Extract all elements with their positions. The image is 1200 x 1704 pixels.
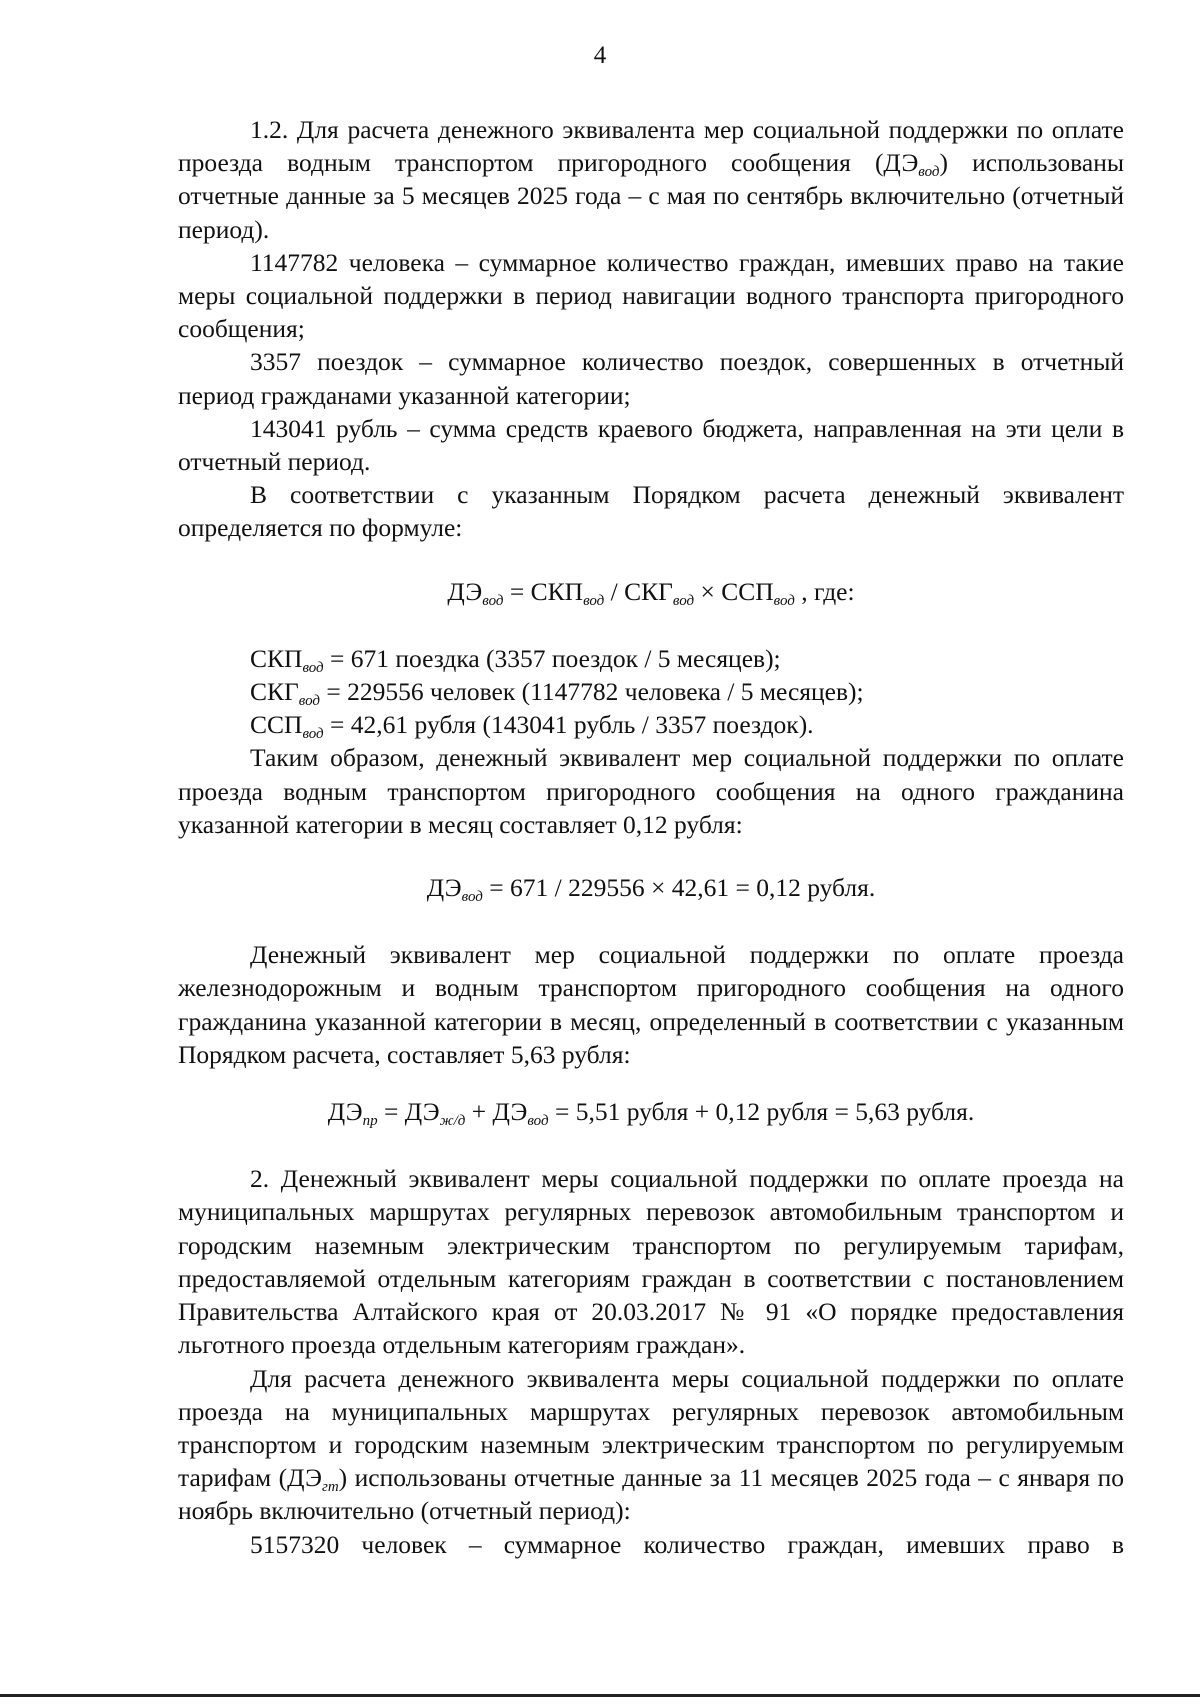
formula-part: ДЭ — [447, 576, 483, 606]
subscript: вод — [302, 659, 324, 676]
paragraph-calc-basis-gt — [178, 1362, 1124, 1528]
paragraph-citizens-count-gt: 5157320 человек – суммарное количество граждан, имевших право в — [250, 1529, 1124, 1559]
page-number: 4 — [593, 42, 607, 69]
definition-text: = 671 поездка (3357 поездок / 5 месяцев); — [323, 643, 781, 673]
paragraph-text: Для расчета денежного эквивалента меры социальной поддержки по оплате проезда на муниципальных маршрутах регулярных перевозок автомобильным транспортом и городским наземным электрическим транспортом по регулируемым тарифам (ДЭ — [178, 1363, 1124, 1493]
definition-name: СКГ — [250, 677, 299, 707]
definition-name: СКП — [250, 643, 303, 673]
paragraph-text: ) использованы отчетные данные за 5 месяцев 2025 года – с мая по сентябрь включительно (отчетный период). — [178, 148, 1124, 244]
formula-water-transport — [178, 575, 1124, 608]
paragraph-text: 1.2. Для расчета денежного эквивалента мер социальной поддержки по оплате проезда водным транспортом пригородного сообщения (ДЭ — [178, 115, 1124, 178]
subscript: вод — [773, 592, 795, 609]
bottom-scan-edge — [0, 1694, 1200, 1697]
formula-part: = 671 / 229556 × 42,61 = 0,12 рубля. — [482, 873, 876, 903]
formula-part: = 5,51 рубля + 0,12 рубля = 5,63 рубля. — [548, 1097, 975, 1127]
paragraph-text: ) использованы отчетные данные за 11 месяцев 2025 года – с января по ноябрь включительно (отчетный период): — [178, 1463, 1124, 1526]
paragraph-citizens-count: 1147782 человека – суммарное количество граждан, имевших право на такие меры социальной поддержки в период навигации водного транспорта пригородного сообщения; — [178, 247, 1124, 344]
subscript: вод — [672, 592, 695, 609]
subscript: вод — [583, 592, 605, 609]
subscript: вод — [461, 889, 483, 906]
paragraph-section-2: 2. Денежный эквивалент меры социальной поддержки по оплате проезда на муниципальных маршрутах регулярных перевозок автомобильным транспортом и городским наземным электрическим транспортом по регулируемым тарифам, предоставляемой отдельным категориям граждан в соответствии с постановлением Правительства Алтайского края от 20.03.2017 № 91 «О порядке предоставления льготного проезда отдельным категориям граждан». — [178, 1164, 1124, 1360]
subscript: вод — [527, 1113, 549, 1130]
paragraph-result-water: Таким образом, денежный эквивалент мер социальной поддержки по оплате проезда водным транспортом пригородного сообщения на одного гражданина указанной категории в месяц составляет 0,12 рубля: — [178, 743, 1124, 839]
formula-part: = ДЭ — [377, 1097, 440, 1127]
formula-combined — [178, 1095, 1124, 1128]
subscript: гт — [321, 1479, 339, 1496]
paragraph-combined-equivalent: Денежный эквивалент мер социальной поддержки по оплате проезда железнодорожным и водным транспортом пригородного сообщения на одного гражданина указанной категории в месяц, определенный в соответствии с указанным Порядком расчета, составляет 5,63 рубля: — [178, 940, 1124, 1069]
subscript: вод — [482, 592, 504, 609]
formula-part: ДЭ — [426, 873, 462, 903]
definition-text: = 229556 человек (1147782 человека / 5 месяцев); — [319, 677, 864, 707]
paragraph-formula-intro: В соответствии с указанным Порядком расчета денежный эквивалент определяется по формуле: — [178, 480, 1124, 543]
definition-text: = 42,61 рубля (143041 рубль / 3357 поездок). — [323, 710, 814, 740]
definition-skg — [250, 675, 1124, 708]
formula-water-result — [178, 871, 1124, 904]
formula-part: , где: — [794, 576, 855, 606]
subscript: ж/д — [439, 1113, 466, 1130]
subscript: вод — [298, 693, 320, 710]
paragraph-1-2 — [178, 113, 1124, 246]
subscript: вод — [302, 726, 324, 743]
definition-name: ССП — [250, 710, 303, 740]
definitions-list — [178, 642, 1124, 742]
document-body — [178, 113, 1124, 1561]
formula-part: / СКГ — [604, 576, 673, 606]
definition-skp — [250, 642, 1124, 675]
formula-part: + ДЭ — [465, 1097, 528, 1127]
formula-part: = СКП — [503, 576, 584, 606]
subscript: вод — [918, 164, 940, 181]
subscript: пр — [362, 1113, 378, 1130]
paragraph-trips-count: 3357 поездок – суммарное количество поездок, совершенных в отчетный период гражданами указанной категории; — [178, 347, 1124, 410]
formula-part: × ССП — [694, 576, 774, 606]
definition-ssp — [250, 708, 1124, 741]
formula-part: ДЭ — [327, 1097, 363, 1127]
paragraph-budget-sum: 143041 рубль – сумма средств краевого бюджета, направленная на эти цели в отчетный период. — [178, 413, 1124, 477]
